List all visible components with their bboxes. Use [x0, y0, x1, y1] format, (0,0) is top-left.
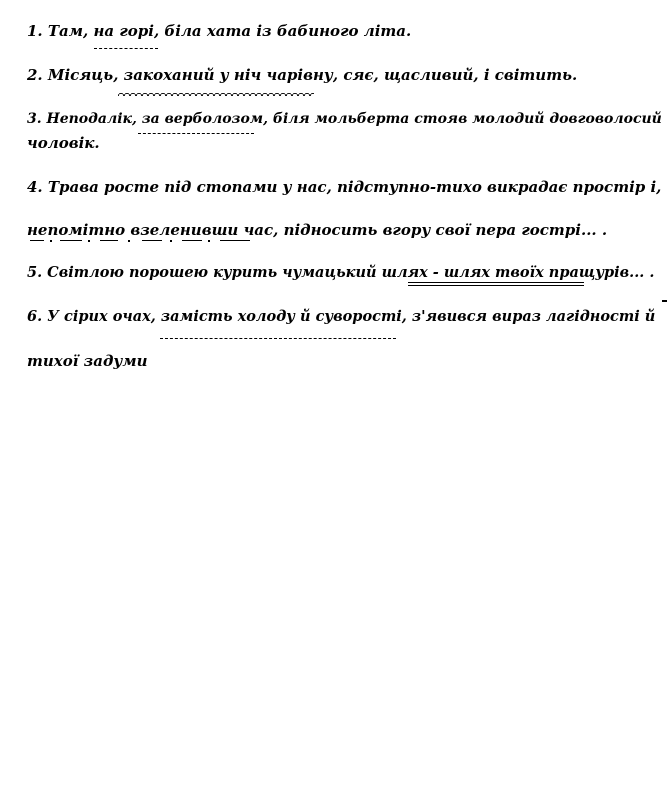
underline-dashed-6	[160, 338, 396, 339]
underline-dot	[170, 240, 172, 242]
underline-dot	[208, 240, 210, 242]
underline-dot	[50, 240, 52, 242]
underline-double-5	[408, 282, 584, 286]
sentence-4: 4. Трава росте під стопами у нас, підступно-тихо викрадає простір і,	[27, 178, 662, 196]
underline-segment	[100, 240, 118, 241]
underline-segment	[182, 240, 202, 241]
sentence-6-continuation: тихої задуми	[27, 352, 148, 370]
underline-segment	[30, 240, 44, 241]
underline-dot	[128, 240, 130, 242]
underline-wavy-2	[118, 90, 314, 96]
underline-dot	[88, 240, 90, 242]
underline-dash-dot-3	[138, 133, 254, 134]
sentence-2: 2. Місяць, закоханий у ніч чарівну, сяє, щасливий, і світить.	[27, 66, 578, 84]
sentence-3-continuation: чоловік.	[27, 134, 100, 152]
underline-segment	[60, 240, 82, 241]
sentence-6: 6. У сірих очах, замість холоду й суворості, з'явився вираз лагідності й	[27, 308, 656, 325]
underline-segment	[220, 240, 250, 241]
sentence-5: 5. Світлою порошею курить чумацький шлях - шлях твоїх пращурів... .	[27, 264, 655, 281]
sentence-3: 3. Неподалік, за верболозом, біля мольберта стояв молодий довговолосий	[27, 111, 662, 127]
sentence-1: 1. Там, на горі, біла хата із бабиного літа.	[27, 22, 412, 40]
stray-mark	[662, 300, 667, 302]
sentence-4-continuation: непомітно взеленивши час, підносить вгору свої пера гострі... .	[27, 221, 608, 239]
underline-dash-dot-1	[94, 48, 158, 49]
underline-segment	[142, 240, 162, 241]
